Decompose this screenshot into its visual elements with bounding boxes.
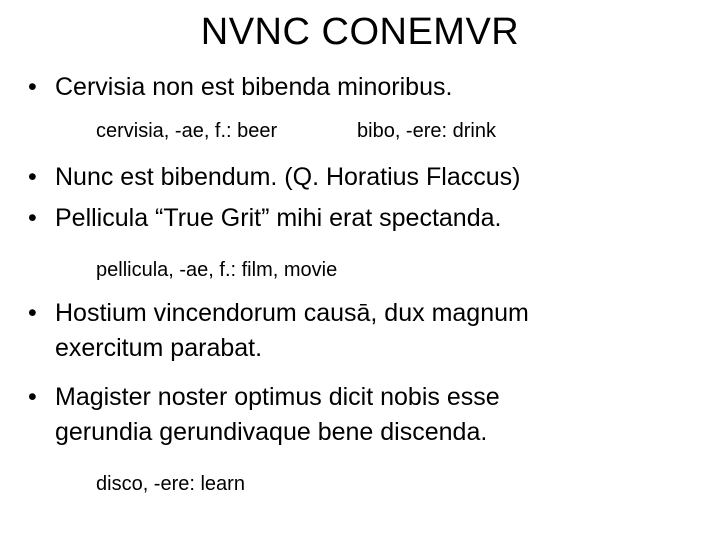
bullet-item-1 bbox=[28, 70, 452, 105]
bullet-dot-icon: • bbox=[28, 299, 37, 327]
bullet-dot-icon: • bbox=[28, 383, 37, 411]
bullet-item-2 bbox=[28, 160, 520, 195]
bullet-item-3 bbox=[28, 201, 501, 236]
bullet-dot-icon: • bbox=[28, 204, 37, 232]
vocab-note-disco: disco, -ere: learn bbox=[96, 473, 245, 495]
vocab-note-bibo: bibo, -ere: drink bbox=[357, 120, 496, 142]
bullet-text: Magister noster optimus dicit nobis esse gerundia gerundivaque bene discenda. bbox=[55, 383, 500, 446]
bullet-dot-icon: • bbox=[28, 73, 37, 101]
slide-title: NVNC CONEMVR bbox=[200, 11, 520, 53]
bullet-text: Cervisia non est bibenda minoribus. bbox=[55, 73, 453, 101]
bullet-text: Nunc est bibendum. (Q. Horatius Flaccus) bbox=[55, 163, 521, 191]
bullet-item-4 bbox=[28, 296, 628, 366]
vocab-note-pellicula: pellicula, -ae, f.: film, movie bbox=[96, 259, 338, 281]
vocab-note-cervisia: cervisia, -ae, f.: beer bbox=[96, 120, 278, 142]
bullet-text: Hostium vincendorum causā, dux magnum exercitum parabat. bbox=[55, 299, 529, 362]
bullet-dot-icon: • bbox=[28, 163, 37, 191]
bullet-item-5 bbox=[28, 380, 588, 450]
bullet-text: Pellicula “True Grit” mihi erat spectanda. bbox=[55, 204, 502, 232]
